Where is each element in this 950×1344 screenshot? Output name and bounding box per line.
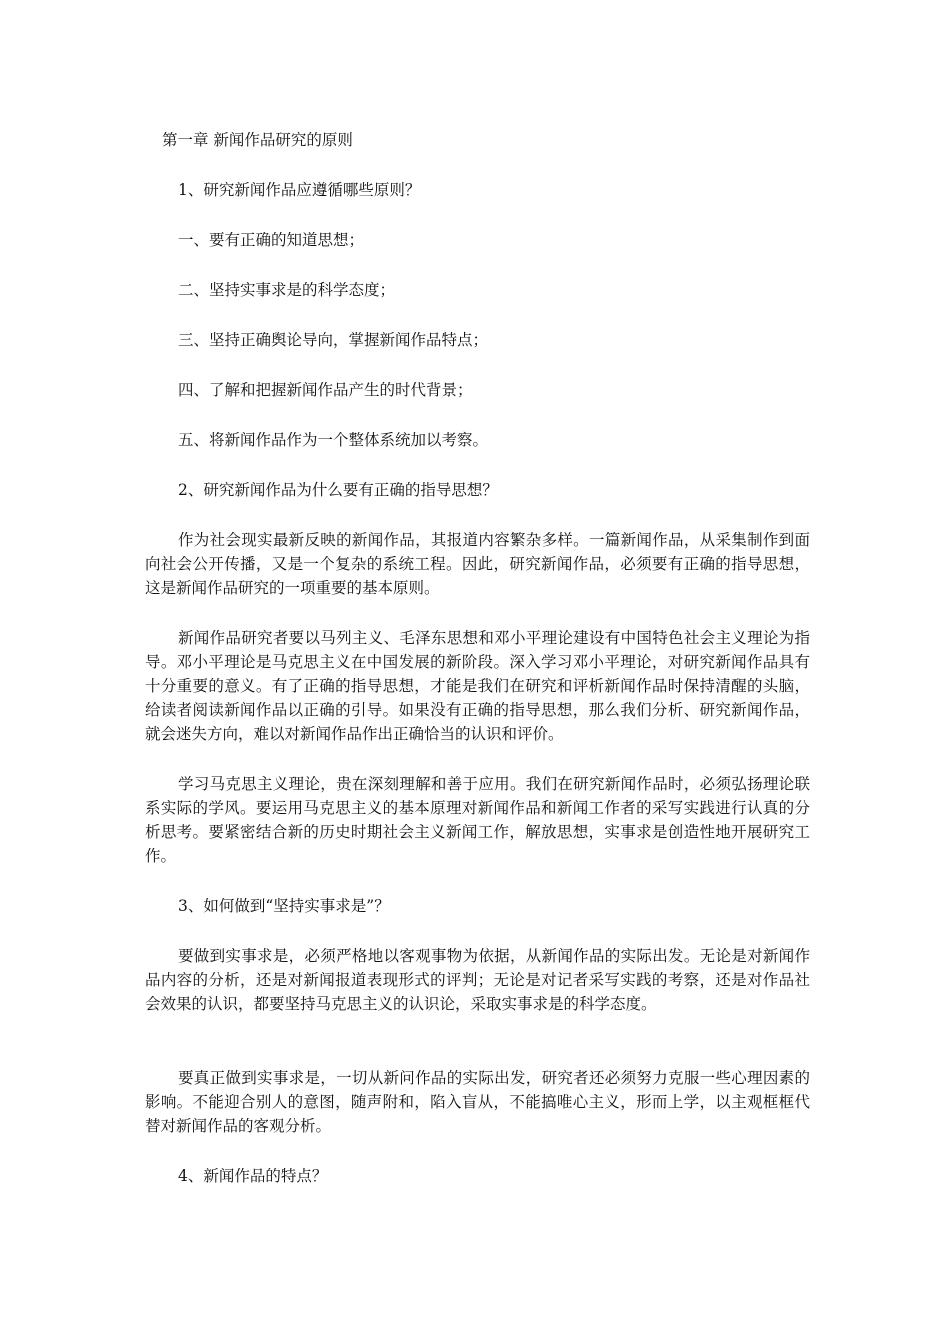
q2-paragraph-1: 作为社会现实最新反映的新闻作品，其报道内容繁杂多样。一篇新闻作品，从采集制作到面向社会公开传播，又是一个复杂的系统工程。因此，研究新闻作品，必须要有正确的指导思想，这是新闻作品研究的一项重要的基本原则。 xyxy=(145,531,810,597)
q3-paragraph-2: 要真正做到实事求是，一切从新问作品的实际出发，研究者还必须努力克服一些心理因素的影响。不能迎合别人的意图，随声附和，陷入盲从，不能搞唯心主义，形而上学，以主观框框代替对新闻作品的客观分析。 xyxy=(145,1069,810,1135)
question-4: 4、新闻作品的特点？ xyxy=(178,1167,328,1185)
principle-1: 一、要有正确的知道思想； xyxy=(178,231,365,249)
question-3: 3、如何做到“坚持实事求是”？ xyxy=(178,897,390,915)
question-2: 2、研究新闻作品为什么要有正确的指导思想？ xyxy=(178,481,498,499)
principle-4: 四、了解和把握新闻作品产生的时代背景； xyxy=(178,381,473,399)
q3-paragraph-1: 要做到实事求是，必须严格地以客观事物为依据，从新闻作品的实际出发。无论是对新闻作品内容的分析，还是对新闻报道表现形式的评判；无论是对记者采写实践的考察，还是对作品社会效果的认识，都要坚持马克思主义的认识论，采取实事求是的科学态度。 xyxy=(145,947,810,1013)
principle-2: 二、坚持实事求是的科学态度； xyxy=(178,281,396,299)
q2-paragraph-2: 新闻作品研究者要以马列主义、毛泽东思想和邓小平理论建设有中国特色社会主义理论为指导。邓小平理论是马克思主义在中国发展的新阶段。深入学习邓小平理论，对研究新闻作品具有十分重要的意义。有了正确的指导思想，才能是我们在研究和评析新闻作品时保持清醒的头脑，给读者阅读新闻作品以正确的引导。如果没有正确的指导思想，那么我们分析、研究新闻作品，就会迷失方向，难以对新闻作品作出正确恰当的认识和评价。 xyxy=(145,629,810,743)
q2-paragraph-3: 学习马克思主义理论，贵在深刻理解和善于应用。我们在研究新闻作品时，必须弘扬理论联系实际的学风。要运用马克思主义的基本原理对新闻作品和新闻工作者的采写实践进行认真的分析思考。要紧密结合新的历史时期社会主义新闻工作，解放思想，实事求是创造性地开展研究工作。 xyxy=(145,775,810,865)
document-body xyxy=(145,128,810,1214)
principle-5: 五、将新闻作品作为一个整体系统加以考察。 xyxy=(178,431,489,449)
principle-3: 三、坚持正确舆论导向，掌握新闻作品特点； xyxy=(178,331,489,349)
question-1: 1、研究新闻作品应遵循哪些原则？ xyxy=(178,181,421,199)
chapter-title: 第一章 新闻作品研究的原则 xyxy=(162,131,353,149)
